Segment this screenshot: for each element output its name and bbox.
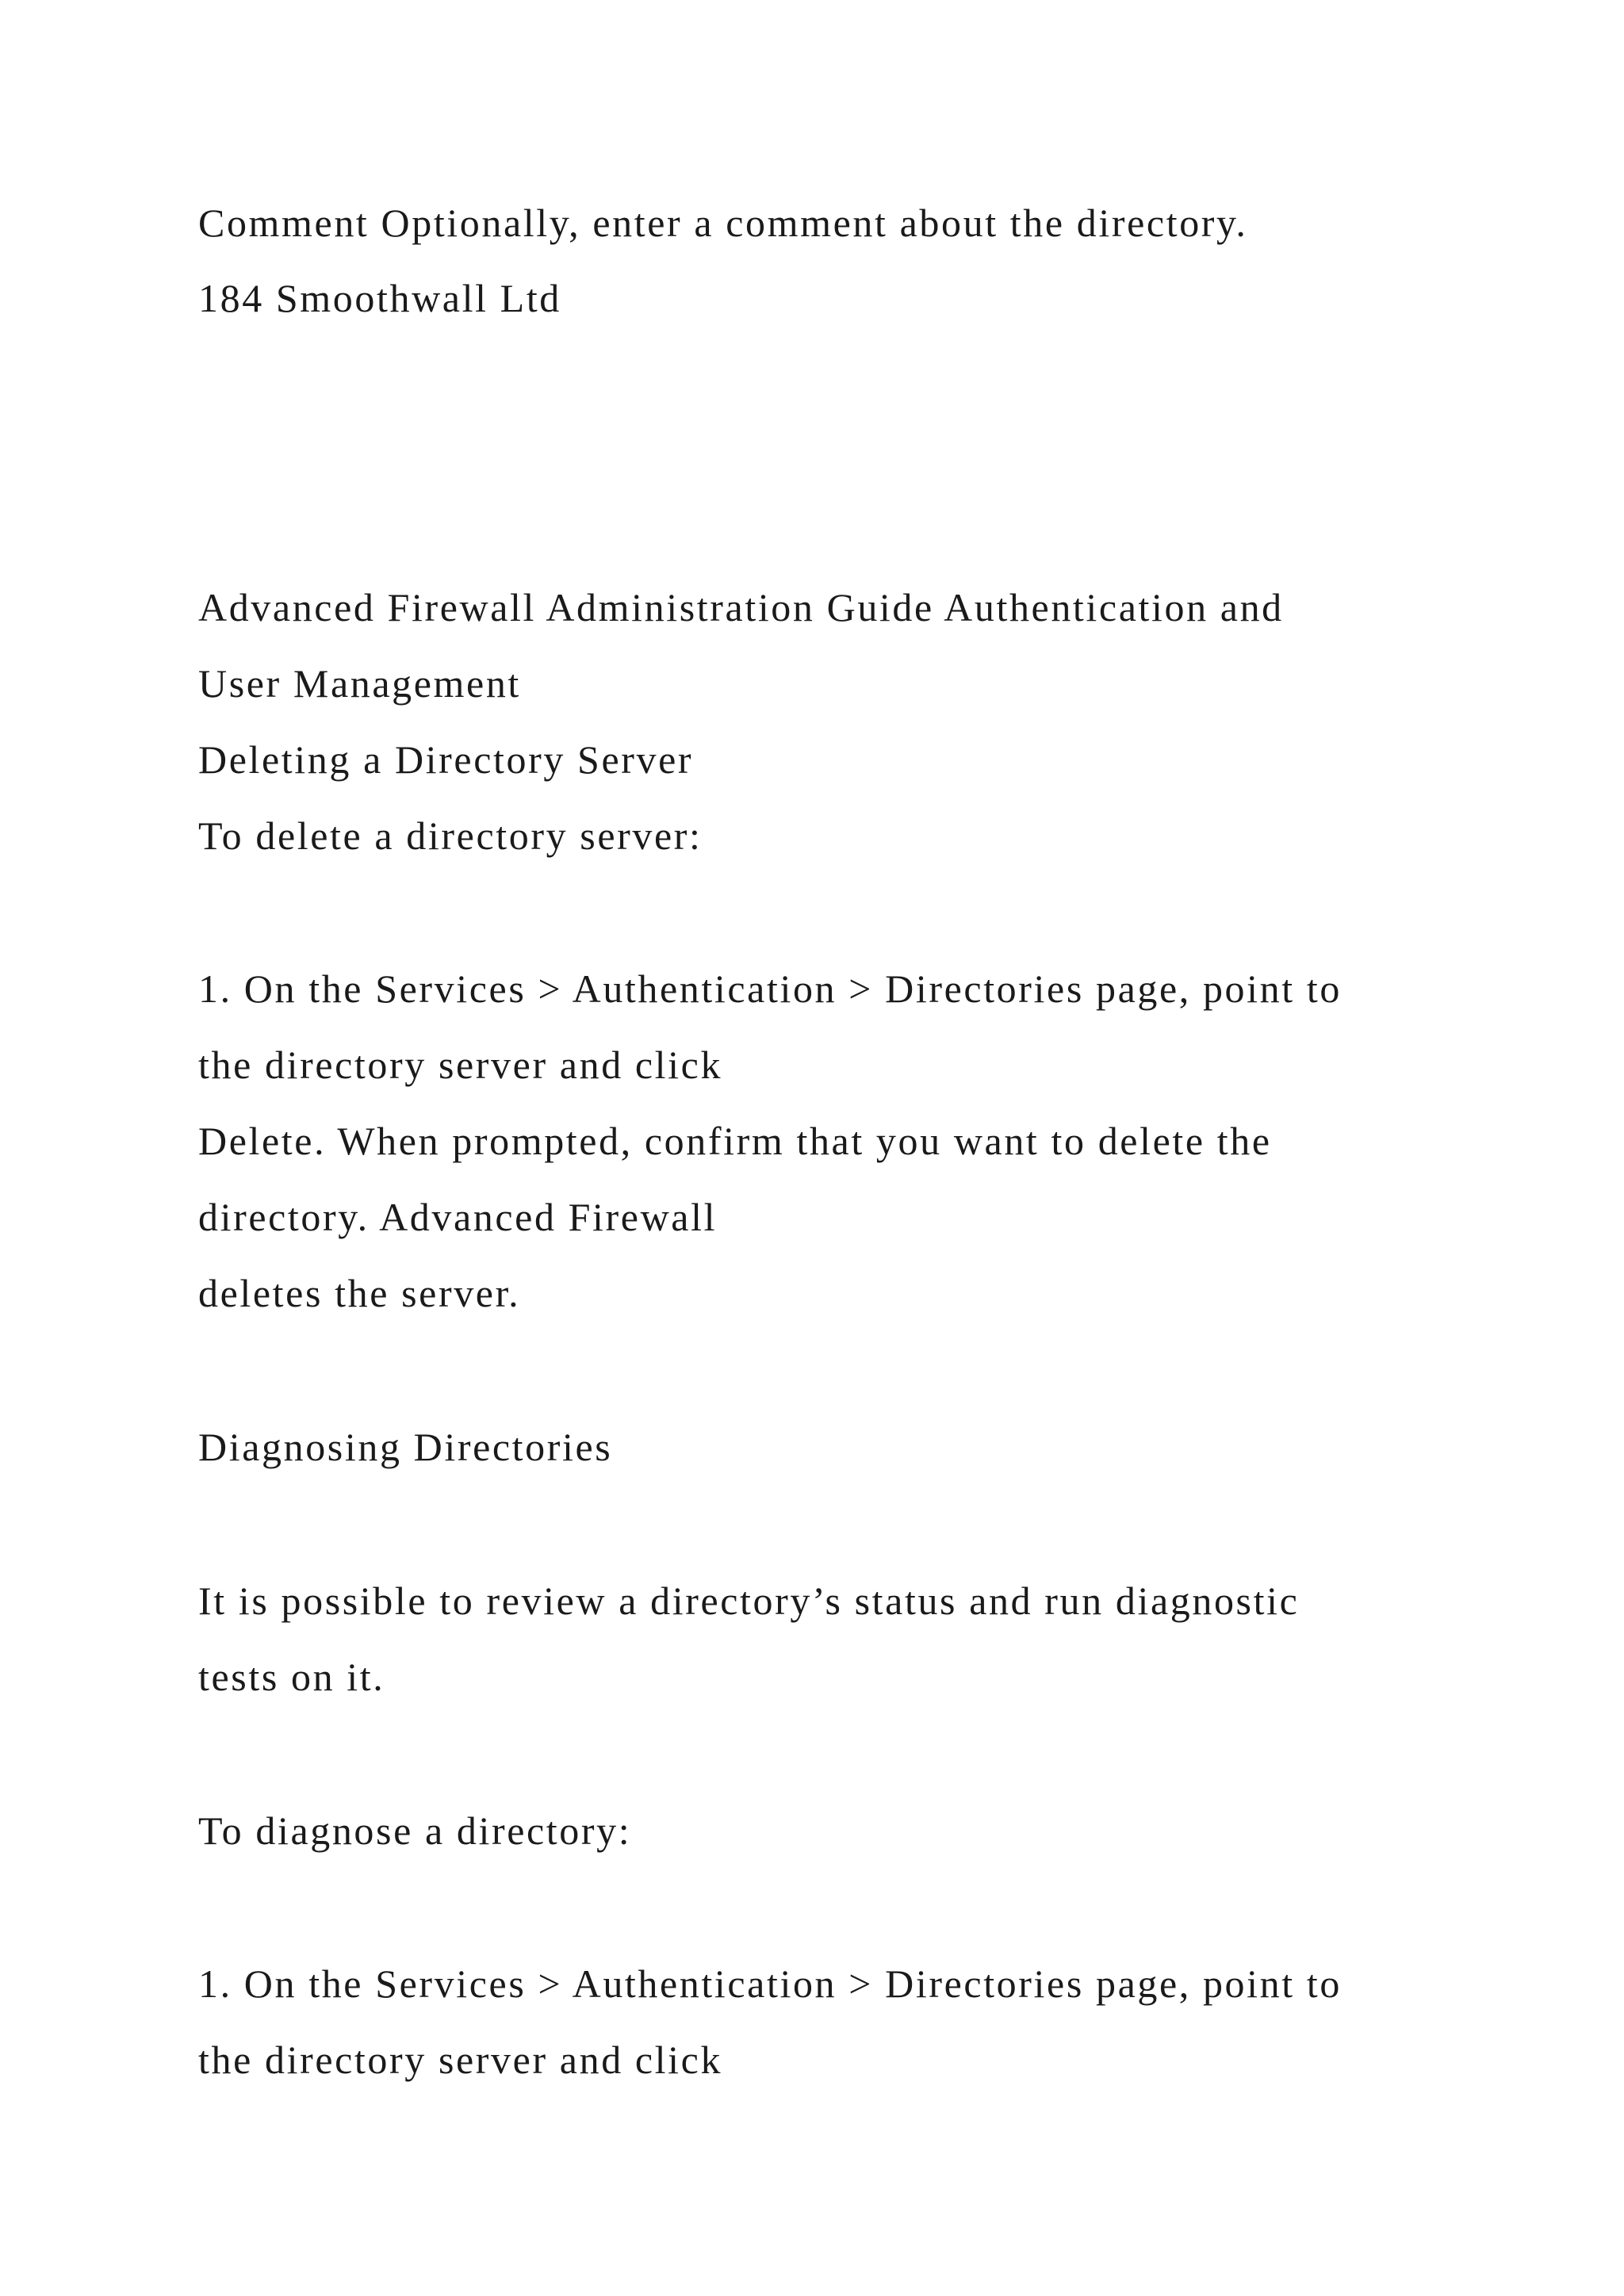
comment-text: Comment Optionally, enter a comment about the directory.: [198, 201, 1248, 245]
delete-step-text: 1. On the Services > Authentication > Directories page, point to: [198, 966, 1342, 1011]
diagnose-step-text: 1. On the Services > Authentication > Directories page, point to: [198, 1961, 1342, 2006]
section-heading-diagnosing: Diagnosing Directories: [198, 1425, 613, 1469]
delete-intro-text: To delete a directory server:: [198, 813, 703, 858]
guide-header-line-1: Advanced Firewall Administration Guide Authentication and: [198, 585, 1284, 629]
diagnose-description: tests on it.: [198, 1655, 385, 1699]
section-heading-deleting: Deleting a Directory Server: [198, 737, 694, 782]
delete-step-text: directory. Advanced Firewall: [198, 1195, 718, 1239]
delete-step-text: deletes the server.: [198, 1271, 521, 1315]
page-footer-text: 184 Smoothwall Ltd: [198, 276, 561, 320]
guide-header-line-2: User Management: [198, 661, 521, 706]
diagnose-description: It is possible to review a directory’s status and run diagnostic: [198, 1578, 1300, 1623]
diagnose-intro-text: To diagnose a directory:: [198, 1808, 632, 1853]
diagnose-step-text: the directory server and click: [198, 2038, 723, 2082]
delete-step-text: Delete. When prompted, confirm that you want to delete the: [198, 1119, 1272, 1163]
delete-step-text: the directory server and click: [198, 1043, 723, 1087]
